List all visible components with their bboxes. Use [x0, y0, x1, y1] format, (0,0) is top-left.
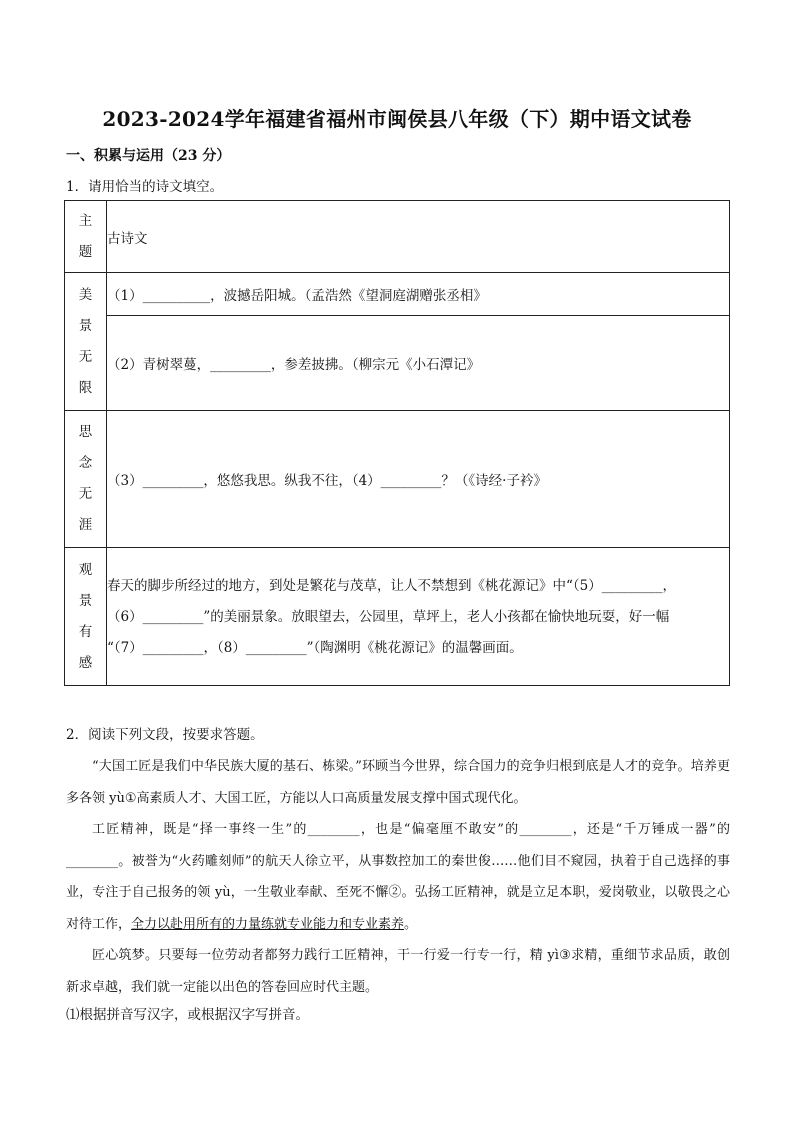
blank-lines-5-8[interactable]: [107, 548, 730, 686]
table-row: [65, 316, 730, 411]
table-row: [65, 273, 730, 316]
passage-paragraph-2: 工匠精神，既是“择一事终一生”的________，也是“偏毫厘不敢安”的________，还是“千万锤成一器”的________。被誉为“火药雕刻师”的航天人徐立平，从事数控加工的秦世俊……他们目不窥园，执着于自己选择的事业，专注于自己报务的领 yù，一生敬业奉献、至死不懈②。弘扬工匠精神，就是立足本职，爱岗敬业，以敬畏之心对待工作，全力以赴用所有的力量练就专业能力和专业素养。: [66, 822, 730, 932]
poetry-table: [64, 200, 730, 686]
table-header-content: 古诗文: [107, 201, 730, 273]
scenery-line-2: （6）_________”的美丽景象。放眼望去，公园里，草坪上，老人小孩都在愉快地玩耍，好一幅: [107, 609, 670, 625]
scenery-line-3: “（7）_________，（8）_________”（陶渊明《桃花源记》的温馨画面。: [107, 640, 523, 656]
underlined-sentence: 全力以赴用所有的力量练就专业能力和专业素养: [131, 916, 405, 932]
table-row: [65, 548, 730, 686]
row-label-beauty: 美 景 无 限: [65, 273, 107, 411]
passage-paragraph-1: “大国工匠是我们中华民族大厦的基石、栋梁。”环顾当今世界，综合国力的竞争归根到底是人才的竞争。培养更多各领 yù①高素质人才、大国工匠，方能以人口高质量发展支撑中国式现代化。: [66, 759, 730, 806]
scenery-line-1: 春天的脚步所经过的地方，到处是繁花与茂草，让人不禁想到《桃花源记》中“（5）_________，: [107, 578, 676, 594]
question-2-sub-1: ⑴根据拼音写汉字，或根据汉字写拼音。: [66, 1007, 309, 1023]
row-label-theme: 主 题: [65, 201, 107, 273]
table-row: [65, 201, 730, 273]
passage-paragraph-3: 匠心筑梦。只要每一位劳动者都努力践行工匠精神，干一行爱一行专一行，精 yì③求精，重细节求品质，敢创新求卓越，我们就一定能以出色的答卷回应时代主题。: [66, 948, 730, 995]
row-label-scenery: 观 景 有 感: [65, 548, 107, 686]
row-label-longing: 思 念 无 涯: [65, 411, 107, 548]
blank-line-1[interactable]: （1）__________，波撼岳阳城。（孟浩然《望洞庭湖赠张丞相》: [107, 273, 730, 316]
exam-title: 2023-2024学年福建省福州市闽侯县八年级（下）期中语文试卷: [102, 107, 692, 131]
question-2-prompt: 2．阅读下列文段，按要求答题。: [66, 727, 264, 743]
blank-line-3-4[interactable]: （3）_________，悠悠我思。纵我不往，（4）_________？（《诗经·子衿》: [107, 411, 730, 548]
table-row: [65, 411, 730, 548]
blank-line-2[interactable]: （2）青树翠蔓，_________，参差披拂。（柳宗元《小石潭记》: [107, 316, 730, 411]
question-1-prompt: 1．请用恰当的诗文填空。: [66, 179, 224, 195]
reading-passage: [66, 751, 730, 1003]
section-heading: 一、积累与运用（23 分）: [66, 148, 231, 164]
